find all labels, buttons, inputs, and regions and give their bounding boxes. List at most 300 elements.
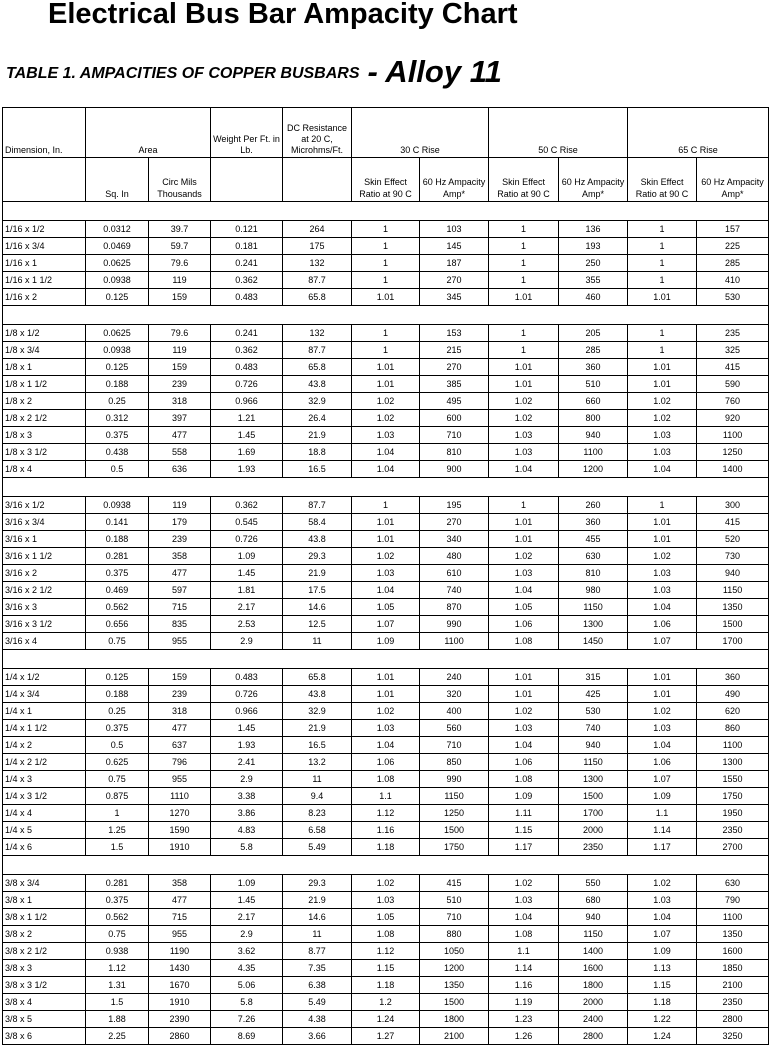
cell-skin-effect-65: 1.15 [628,977,697,994]
cell-dc-resistance: 264 [283,221,352,238]
cell-skin-effect-50: 1.04 [489,582,559,599]
cell-weight: 2.9 [211,926,283,943]
cell-ampacity-50: 1200 [559,461,628,478]
cell-skin-effect-65: 1.06 [628,754,697,771]
group-separator-cell [3,306,769,325]
cell-weight: 0.483 [211,669,283,686]
table-row [3,875,769,892]
cell-skin-effect-50: 1.17 [489,839,559,856]
cell-sq-in: 1.31 [86,977,149,994]
cell-skin-effect-65: 1.04 [628,599,697,616]
cell-ampacity-30: 810 [420,444,489,461]
group-separator-cell [3,856,769,875]
cell-ampacity-50: 136 [559,221,628,238]
cell-skin-effect-50: 1.02 [489,703,559,720]
cell-ampacity-50: 2400 [559,1011,628,1028]
cell-ampacity-30: 385 [420,376,489,393]
cell-ampacity-50: 980 [559,582,628,599]
cell-sq-in: 0.938 [86,943,149,960]
cell-dc-resistance: 26.4 [283,410,352,427]
cell-weight: 0.966 [211,703,283,720]
cell-dc-resistance: 9.4 [283,788,352,805]
cell-skin-effect-50: 1 [489,221,559,238]
cell-skin-effect-50: 1.01 [489,376,559,393]
cell-weight: 0.121 [211,221,283,238]
cell-sq-in: 0.0938 [86,342,149,359]
cell-skin-effect-30: 1.04 [352,582,420,599]
cell-ampacity-30: 740 [420,582,489,599]
table-row [3,359,769,376]
cell-skin-effect-50: 1.04 [489,737,559,754]
cell-sq-in: 0.188 [86,531,149,548]
header-ampacity-65: 60 Hz Ampacity Amp* [697,158,769,202]
cell-weight: 0.241 [211,255,283,272]
group-separator-cell [3,202,769,221]
cell-skin-effect-30: 1.08 [352,771,420,788]
cell-skin-effect-30: 1.02 [352,548,420,565]
table-row [3,926,769,943]
cell-dimension: 3/8 x 2 1/2 [3,943,86,960]
header-65c-rise: 65 C Rise [628,108,769,158]
table-row [3,909,769,926]
cell-ampacity-30: 240 [420,669,489,686]
cell-ampacity-50: 940 [559,909,628,926]
cell-ampacity-30: 1250 [420,805,489,822]
cell-weight: 4.83 [211,822,283,839]
cell-circ-mils: 715 [149,599,211,616]
cell-skin-effect-50: 1.02 [489,548,559,565]
cell-ampacity-30: 880 [420,926,489,943]
cell-ampacity-50: 250 [559,255,628,272]
cell-dc-resistance: 32.9 [283,703,352,720]
cell-circ-mils: 358 [149,875,211,892]
cell-skin-effect-65: 1.01 [628,376,697,393]
cell-weight: 1.93 [211,737,283,754]
cell-ampacity-65: 620 [697,703,769,720]
cell-skin-effect-50: 1.02 [489,875,559,892]
header-blank [211,158,283,202]
cell-ampacity-65: 3250 [697,1028,769,1045]
cell-skin-effect-65: 1 [628,255,697,272]
cell-ampacity-50: 360 [559,359,628,376]
cell-ampacity-30: 103 [420,221,489,238]
cell-skin-effect-30: 1.04 [352,737,420,754]
cell-dimension: 3/8 x 4 [3,994,86,1011]
cell-weight: 0.362 [211,272,283,289]
cell-dc-resistance: 43.8 [283,686,352,703]
cell-circ-mils: 597 [149,582,211,599]
cell-ampacity-30: 320 [420,686,489,703]
cell-weight: 2.9 [211,633,283,650]
cell-weight: 2.17 [211,599,283,616]
cell-circ-mils: 239 [149,376,211,393]
cell-ampacity-50: 680 [559,892,628,909]
cell-skin-effect-30: 1.18 [352,977,420,994]
cell-skin-effect-65: 1.01 [628,359,697,376]
cell-dc-resistance: 21.9 [283,720,352,737]
cell-ampacity-65: 415 [697,359,769,376]
table-row [3,686,769,703]
cell-dc-resistance: 16.5 [283,461,352,478]
cell-skin-effect-65: 1.22 [628,1011,697,1028]
cell-skin-effect-50: 1 [489,238,559,255]
cell-sq-in: 0.5 [86,461,149,478]
cell-ampacity-50: 193 [559,238,628,255]
cell-dimension: 1/8 x 2 [3,393,86,410]
cell-sq-in: 0.75 [86,926,149,943]
cell-dimension: 1/8 x 1 1/2 [3,376,86,393]
table-row [3,994,769,1011]
cell-ampacity-65: 285 [697,255,769,272]
cell-skin-effect-65: 1.06 [628,616,697,633]
cell-skin-effect-50: 1.16 [489,977,559,994]
cell-ampacity-30: 990 [420,771,489,788]
cell-sq-in: 0.375 [86,427,149,444]
cell-weight: 0.362 [211,342,283,359]
cell-sq-in: 1.5 [86,994,149,1011]
cell-ampacity-30: 1750 [420,839,489,856]
cell-dc-resistance: 18.8 [283,444,352,461]
cell-skin-effect-65: 1.17 [628,839,697,856]
table-row [3,548,769,565]
cell-sq-in: 0.438 [86,444,149,461]
cell-ampacity-30: 900 [420,461,489,478]
cell-sq-in: 0.281 [86,875,149,892]
cell-skin-effect-30: 1.12 [352,805,420,822]
table-row [3,289,769,306]
cell-skin-effect-65: 1 [628,325,697,342]
cell-circ-mils: 477 [149,892,211,909]
cell-ampacity-65: 410 [697,272,769,289]
cell-ampacity-65: 325 [697,342,769,359]
cell-skin-effect-65: 1.03 [628,444,697,461]
cell-weight: 5.06 [211,977,283,994]
cell-skin-effect-50: 1.01 [489,289,559,306]
cell-ampacity-50: 360 [559,514,628,531]
cell-weight: 2.41 [211,754,283,771]
header-skin-effect-30: Skin Effect Ratio at 90 C [352,158,420,202]
cell-dc-resistance: 21.9 [283,892,352,909]
cell-sq-in: 0.125 [86,669,149,686]
cell-skin-effect-65: 1.09 [628,943,697,960]
cell-sq-in: 0.75 [86,771,149,788]
cell-dc-resistance: 7.35 [283,960,352,977]
cell-circ-mils: 159 [149,289,211,306]
cell-sq-in: 1.25 [86,822,149,839]
cell-ampacity-30: 710 [420,427,489,444]
cell-ampacity-65: 2350 [697,822,769,839]
cell-ampacity-30: 1500 [420,994,489,1011]
cell-ampacity-65: 760 [697,393,769,410]
cell-skin-effect-65: 1.14 [628,822,697,839]
table-row [3,633,769,650]
cell-circ-mils: 636 [149,461,211,478]
cell-ampacity-65: 940 [697,565,769,582]
table-row [3,461,769,478]
cell-skin-effect-50: 1.01 [489,669,559,686]
cell-ampacity-30: 495 [420,393,489,410]
cell-dc-resistance: 43.8 [283,376,352,393]
table-caption: TABLE 1. AMPACITIES OF COPPER BUSBARS [6,65,360,82]
cell-ampacity-65: 2800 [697,1011,769,1028]
cell-skin-effect-30: 1.04 [352,461,420,478]
cell-skin-effect-50: 1.15 [489,822,559,839]
cell-ampacity-30: 1050 [420,943,489,960]
cell-skin-effect-65: 1.02 [628,393,697,410]
cell-skin-effect-65: 1 [628,221,697,238]
cell-ampacity-65: 1150 [697,582,769,599]
cell-dc-resistance: 132 [283,255,352,272]
cell-weight: 0.483 [211,289,283,306]
cell-dc-resistance: 65.8 [283,289,352,306]
cell-circ-mils: 477 [149,720,211,737]
cell-ampacity-65: 235 [697,325,769,342]
cell-ampacity-30: 1500 [420,822,489,839]
cell-ampacity-65: 1550 [697,771,769,788]
cell-ampacity-65: 2350 [697,994,769,1011]
cell-weight: 1.45 [211,565,283,582]
cell-ampacity-65: 590 [697,376,769,393]
cell-sq-in: 0.0938 [86,272,149,289]
cell-skin-effect-30: 1 [352,272,420,289]
cell-skin-effect-30: 1.05 [352,909,420,926]
cell-weight: 3.62 [211,943,283,960]
cell-skin-effect-65: 1.13 [628,960,697,977]
cell-skin-effect-50: 1.14 [489,960,559,977]
table-row [3,582,769,599]
cell-skin-effect-50: 1.02 [489,393,559,410]
cell-dimension: 1/8 x 3/4 [3,342,86,359]
cell-circ-mils: 1270 [149,805,211,822]
cell-circ-mils: 119 [149,342,211,359]
cell-ampacity-30: 610 [420,565,489,582]
cell-ampacity-50: 510 [559,376,628,393]
cell-ampacity-65: 1850 [697,960,769,977]
cell-skin-effect-30: 1.18 [352,839,420,856]
cell-skin-effect-30: 1.04 [352,444,420,461]
cell-dc-resistance: 29.3 [283,548,352,565]
ampacity-table-body [3,108,769,1045]
table-row [3,977,769,994]
cell-sq-in: 0.25 [86,703,149,720]
cell-dimension: 1/8 x 2 1/2 [3,410,86,427]
cell-circ-mils: 2390 [149,1011,211,1028]
cell-ampacity-50: 630 [559,548,628,565]
header-sq-in: Sq. In [86,158,149,202]
cell-skin-effect-30: 1.01 [352,669,420,686]
cell-skin-effect-65: 1.02 [628,875,697,892]
ampacity-table [2,107,769,1045]
cell-skin-effect-30: 1.02 [352,393,420,410]
cell-ampacity-30: 270 [420,359,489,376]
cell-weight: 1.69 [211,444,283,461]
cell-ampacity-30: 2100 [420,1028,489,1045]
cell-ampacity-50: 1600 [559,960,628,977]
cell-ampacity-30: 145 [420,238,489,255]
header-blank [283,158,352,202]
cell-ampacity-30: 345 [420,289,489,306]
group-separator-cell [3,478,769,497]
table-row [3,1011,769,1028]
cell-ampacity-30: 560 [420,720,489,737]
cell-dimension: 1/4 x 3 1/2 [3,788,86,805]
cell-weight: 0.726 [211,686,283,703]
cell-ampacity-30: 400 [420,703,489,720]
cell-dimension: 1/16 x 3/4 [3,238,86,255]
header-ampacity-30: 60 Hz Ampacity Amp* [420,158,489,202]
cell-sq-in: 0.875 [86,788,149,805]
cell-ampacity-50: 1150 [559,926,628,943]
cell-ampacity-50: 285 [559,342,628,359]
cell-sq-in: 0.75 [86,633,149,650]
cell-skin-effect-30: 1.02 [352,410,420,427]
cell-skin-effect-50: 1.01 [489,686,559,703]
cell-circ-mils: 1190 [149,943,211,960]
cell-skin-effect-50: 1.03 [489,444,559,461]
cell-skin-effect-30: 1.02 [352,875,420,892]
cell-dimension: 1/4 x 4 [3,805,86,822]
cell-dimension: 3/8 x 3 1/2 [3,977,86,994]
cell-skin-effect-50: 1.01 [489,531,559,548]
cell-skin-effect-30: 1.01 [352,376,420,393]
cell-ampacity-30: 1350 [420,977,489,994]
cell-skin-effect-50: 1.08 [489,926,559,943]
cell-skin-effect-65: 1.07 [628,771,697,788]
cell-dc-resistance: 43.8 [283,531,352,548]
cell-weight: 0.545 [211,514,283,531]
table-row [3,839,769,856]
cell-dc-resistance: 21.9 [283,565,352,582]
cell-dimension: 1/8 x 3 1/2 [3,444,86,461]
cell-circ-mils: 79.6 [149,325,211,342]
cell-circ-mils: 637 [149,737,211,754]
table-row [3,771,769,788]
cell-circ-mils: 955 [149,771,211,788]
cell-dc-resistance: 87.7 [283,497,352,514]
cell-skin-effect-65: 1.07 [628,926,697,943]
cell-skin-effect-30: 1 [352,342,420,359]
cell-skin-effect-30: 1.03 [352,720,420,737]
cell-skin-effect-65: 1.07 [628,633,697,650]
cell-dc-resistance: 21.9 [283,427,352,444]
cell-skin-effect-30: 1.01 [352,289,420,306]
cell-weight: 7.26 [211,1011,283,1028]
cell-weight: 2.17 [211,909,283,926]
cell-skin-effect-50: 1.03 [489,427,559,444]
cell-dimension: 3/8 x 3 [3,960,86,977]
cell-weight: 1.45 [211,892,283,909]
cell-skin-effect-50: 1 [489,255,559,272]
cell-skin-effect-50: 1.04 [489,909,559,926]
table-row [3,788,769,805]
cell-dimension: 3/8 x 5 [3,1011,86,1028]
cell-dimension: 1/8 x 3 [3,427,86,444]
cell-skin-effect-30: 1 [352,238,420,255]
cell-dimension: 1/16 x 2 [3,289,86,306]
cell-circ-mils: 119 [149,497,211,514]
cell-ampacity-30: 195 [420,497,489,514]
cell-ampacity-30: 850 [420,754,489,771]
cell-skin-effect-65: 1.04 [628,737,697,754]
cell-skin-effect-50: 1.09 [489,788,559,805]
cell-circ-mils: 1670 [149,977,211,994]
cell-dimension: 1/16 x 1 [3,255,86,272]
cell-ampacity-50: 1150 [559,599,628,616]
header-circ-mils: Circ Mils Thousands [149,158,211,202]
cell-weight: 8.69 [211,1028,283,1045]
cell-skin-effect-30: 1.01 [352,686,420,703]
cell-ampacity-50: 1500 [559,788,628,805]
cell-circ-mils: 477 [149,427,211,444]
cell-ampacity-65: 1100 [697,427,769,444]
cell-weight: 1.45 [211,427,283,444]
cell-skin-effect-30: 1.01 [352,359,420,376]
cell-skin-effect-65: 1.03 [628,565,697,582]
cell-sq-in: 0.375 [86,892,149,909]
table-row [3,720,769,737]
cell-skin-effect-50: 1.26 [489,1028,559,1045]
cell-circ-mils: 159 [149,359,211,376]
cell-sq-in: 0.25 [86,393,149,410]
cell-skin-effect-50: 1.19 [489,994,559,1011]
table-row [3,805,769,822]
cell-ampacity-65: 630 [697,875,769,892]
cell-skin-effect-65: 1.01 [628,686,697,703]
cell-skin-effect-50: 1.05 [489,599,559,616]
cell-weight: 1.09 [211,875,283,892]
cell-ampacity-30: 415 [420,875,489,892]
cell-ampacity-65: 790 [697,892,769,909]
cell-dc-resistance: 8.23 [283,805,352,822]
cell-dc-resistance: 6.58 [283,822,352,839]
cell-skin-effect-65: 1 [628,497,697,514]
cell-dimension: 3/16 x 1/2 [3,497,86,514]
cell-weight: 5.8 [211,994,283,1011]
cell-sq-in: 1.12 [86,960,149,977]
cell-dimension: 3/8 x 2 [3,926,86,943]
cell-ampacity-30: 1150 [420,788,489,805]
cell-weight: 3.86 [211,805,283,822]
table-row [3,325,769,342]
cell-skin-effect-30: 1.16 [352,822,420,839]
cell-sq-in: 0.562 [86,909,149,926]
cell-sq-in: 0.312 [86,410,149,427]
cell-skin-effect-30: 1.02 [352,703,420,720]
cell-dimension: 3/16 x 3/4 [3,514,86,531]
cell-skin-effect-65: 1.02 [628,548,697,565]
cell-ampacity-30: 990 [420,616,489,633]
cell-weight: 2.53 [211,616,283,633]
cell-dimension: 3/16 x 2 1/2 [3,582,86,599]
cell-skin-effect-50: 1.02 [489,410,559,427]
cell-dc-resistance: 11 [283,926,352,943]
table-row [3,616,769,633]
cell-dc-resistance: 132 [283,325,352,342]
cell-ampacity-50: 355 [559,272,628,289]
cell-ampacity-65: 1700 [697,633,769,650]
cell-dc-resistance: 14.6 [283,599,352,616]
header-blank [3,158,86,202]
cell-ampacity-30: 510 [420,892,489,909]
cell-skin-effect-50: 1 [489,342,559,359]
cell-ampacity-50: 2000 [559,822,628,839]
cell-circ-mils: 477 [149,565,211,582]
cell-ampacity-65: 1350 [697,926,769,943]
table-row [3,221,769,238]
cell-circ-mils: 318 [149,393,211,410]
cell-ampacity-65: 520 [697,531,769,548]
cell-skin-effect-65: 1 [628,238,697,255]
